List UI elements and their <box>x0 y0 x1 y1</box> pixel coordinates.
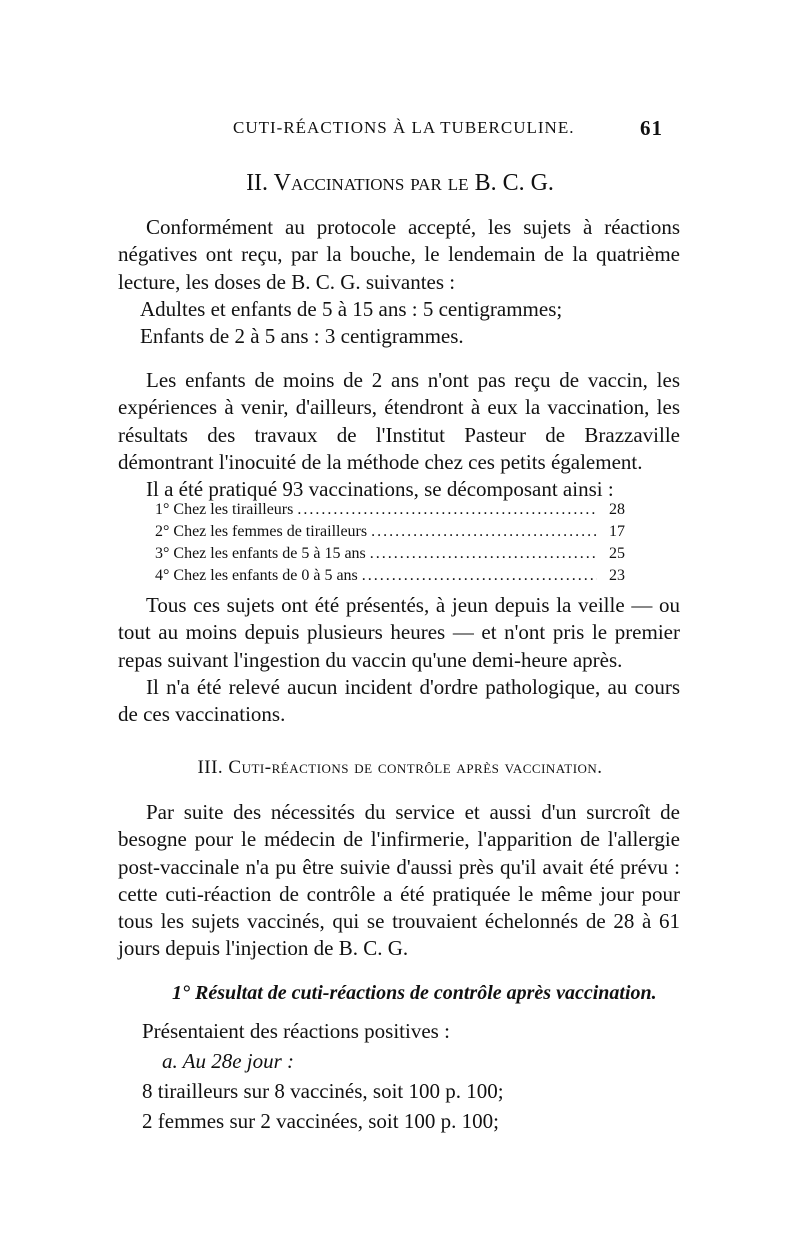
result-line-tirailleurs: 8 tirailleurs sur 8 vaccinés, soit 100 p. 100; <box>142 1079 504 1103</box>
item-a-label: a. Au 28e jour : <box>162 1049 295 1073</box>
section2-closing-block <box>118 592 680 728</box>
result-line-femmes: 2 femmes sur 2 vaccinées, soit 100 p. 100; <box>142 1109 499 1133</box>
list-item <box>155 543 625 565</box>
paragraph-protocol: Conformément au protocole accepté, les sujets à réactions négatives ont reçu, par la bouche, le lendemain de la quatrième lecture, les doses de B. C. G. suivantes : <box>118 215 680 294</box>
section2-children-block <box>118 367 680 503</box>
list-item-value: 23 <box>609 567 625 584</box>
dose-children-line: Enfants de 2 à 5 ans : 3 centigrammes. <box>140 324 464 349</box>
list-item-value: 25 <box>609 545 625 562</box>
leader-dots <box>370 543 597 565</box>
section-heading-control: III. Cuti-réactions de contrôle après vaccination. <box>197 757 603 778</box>
list-item <box>155 565 625 587</box>
paragraph-service-needs: Par suite des nécessités du service et aussi d'un surcroît de besogne pour le médecin de l'infirmerie, l'apparition de l'allergie post-vaccinale n'a pu être suivie d'aussi près qu'il avait été prévu : cette cuti-réaction de contrôle a été pratiquée le même jour pour tous les sujets vaccinés, qui se trouvaient échelonnés de 28 à 61 jours depuis l'injection de B. C. G. <box>118 800 680 961</box>
paragraph-no-incident: Il n'a été relevé aucun incident d'ordre pathologique, au cours de ces vaccinations. <box>118 674 680 727</box>
list-item-label: 1° Chez les tirailleurs <box>155 501 294 518</box>
list-item <box>155 521 625 543</box>
leader-dots <box>362 565 597 587</box>
dose-adults-line: Adultes et enfants de 5 à 15 ans : 5 centigrammes; <box>140 296 563 321</box>
section2-intro-block <box>118 214 680 350</box>
leader-dots <box>297 499 597 521</box>
section-heading-vaccinations: II. Vaccinations par le B. C. G. <box>246 170 554 196</box>
results-block <box>142 1016 504 1136</box>
page-number: 61 <box>640 116 663 140</box>
list-item-value: 28 <box>609 501 625 518</box>
list-item-label: 2° Chez les femmes de tirailleurs <box>155 523 368 540</box>
vaccination-breakdown-list <box>155 499 625 587</box>
list-item-label: 4° Chez les enfants de 0 à 5 ans <box>155 567 358 584</box>
results-intro: Présentaient des réactions positives : <box>142 1019 450 1043</box>
list-item-value: 17 <box>609 523 625 540</box>
paragraph-young-children: Les enfants de moins de 2 ans n'ont pas reçu de vaccin, les expériences à venir, d'ailleurs, étendront à eux la vaccination, les résultats des travaux de l'Institut Pasteur de Brazzaville démontrant l'inocuité de la méthode chez ces petits également. <box>118 368 680 474</box>
item-a-heading <box>162 1046 504 1076</box>
list-item <box>155 499 625 521</box>
leader-dots <box>371 521 597 543</box>
subheading-results: 1° Résultat de cuti-réactions de contrôle après vaccination. <box>172 982 657 1004</box>
running-head-title: CUTI-RÉACTIONS À LA TUBERCULINE. <box>233 118 575 137</box>
paragraph-vaccination-count: Il a été pratiqué 93 vaccinations, se décomposant ainsi : <box>146 477 614 502</box>
paragraph-fasting: Tous ces sujets ont été présentés, à jeun depuis la veille — ou tout au moins depuis plusieurs heures — et n'ont pris le premier repas suivant l'ingestion du vaccin qu'une demi-heure après. <box>118 593 680 672</box>
list-item-label: 3° Chez les enfants de 5 à 15 ans <box>155 545 366 562</box>
section3-intro-block <box>118 799 680 963</box>
running-head <box>0 118 800 144</box>
